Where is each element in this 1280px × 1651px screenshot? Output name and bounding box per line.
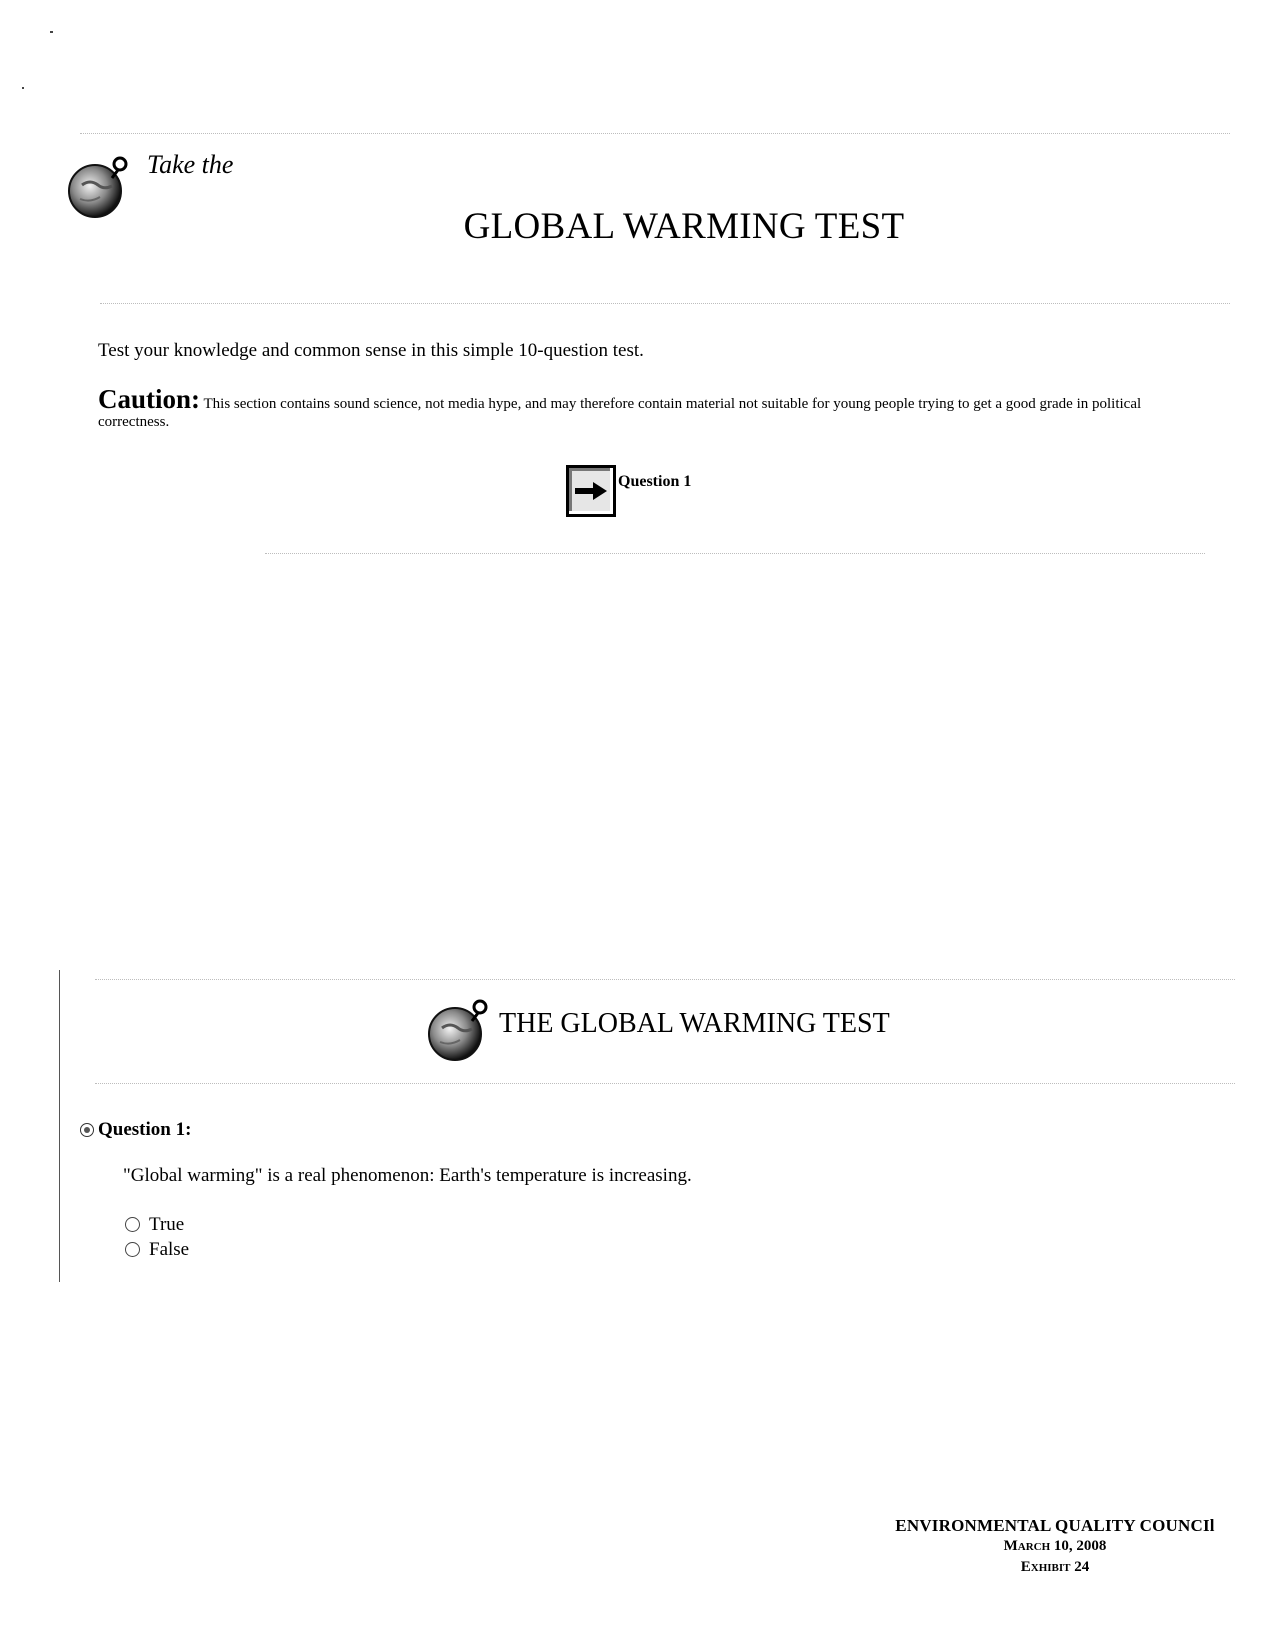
question-1-link-label[interactable]: Question 1 [618,473,692,490]
option-false[interactable] [125,1237,189,1262]
radio-button-true[interactable] [125,1217,140,1232]
stamp-organization: ENVIRONMENTAL QUALITY COUNCIl [895,1516,1215,1535]
option-true[interactable] [125,1212,189,1237]
caution-paragraph [98,384,1178,431]
page-title: GLOBAL WARMING TEST [463,206,905,247]
question-heading-label: Question 1: [98,1119,192,1140]
scan-speck [22,87,24,89]
right-arrow-icon [573,481,609,501]
option-false-label: False [149,1238,190,1260]
caution-label: Caution: [98,384,201,414]
take-the-label: Take the [147,150,234,179]
section-frame [59,970,60,1282]
dotted-separator [100,303,1230,304]
bullet-icon [80,1123,94,1137]
section-title: THE GLOBAL WARMING TEST [499,1008,890,1039]
intro-text: Test your knowledge and common sense in this simple 10-question test. [98,340,644,361]
question-1-link[interactable] [566,465,691,517]
question-heading [80,1119,191,1141]
caution-text: This section contains sound science, not media hype, and may therefore contain material not suitable for young people trying to get a good grade in political correctness. [98,396,1142,430]
dotted-separator [95,1083,1235,1084]
stamp-date: March 10, 2008 [1003,1538,1107,1554]
radio-button-false[interactable] [125,1242,140,1257]
stamp-exhibit: Exhibit 24 [1020,1559,1090,1575]
dotted-separator [80,133,1230,134]
dotted-separator [95,979,1235,980]
option-true-label: True [149,1213,185,1235]
globe-icon [426,998,490,1062]
exhibit-stamp [875,1515,1235,1578]
scan-speck [50,31,53,33]
dotted-separator [265,553,1205,554]
answer-options [125,1212,189,1262]
right-arrow-button[interactable] [566,465,616,517]
question-text: "Global warming" is a real phenomenon: Earth's temperature is increasing. [123,1165,692,1186]
